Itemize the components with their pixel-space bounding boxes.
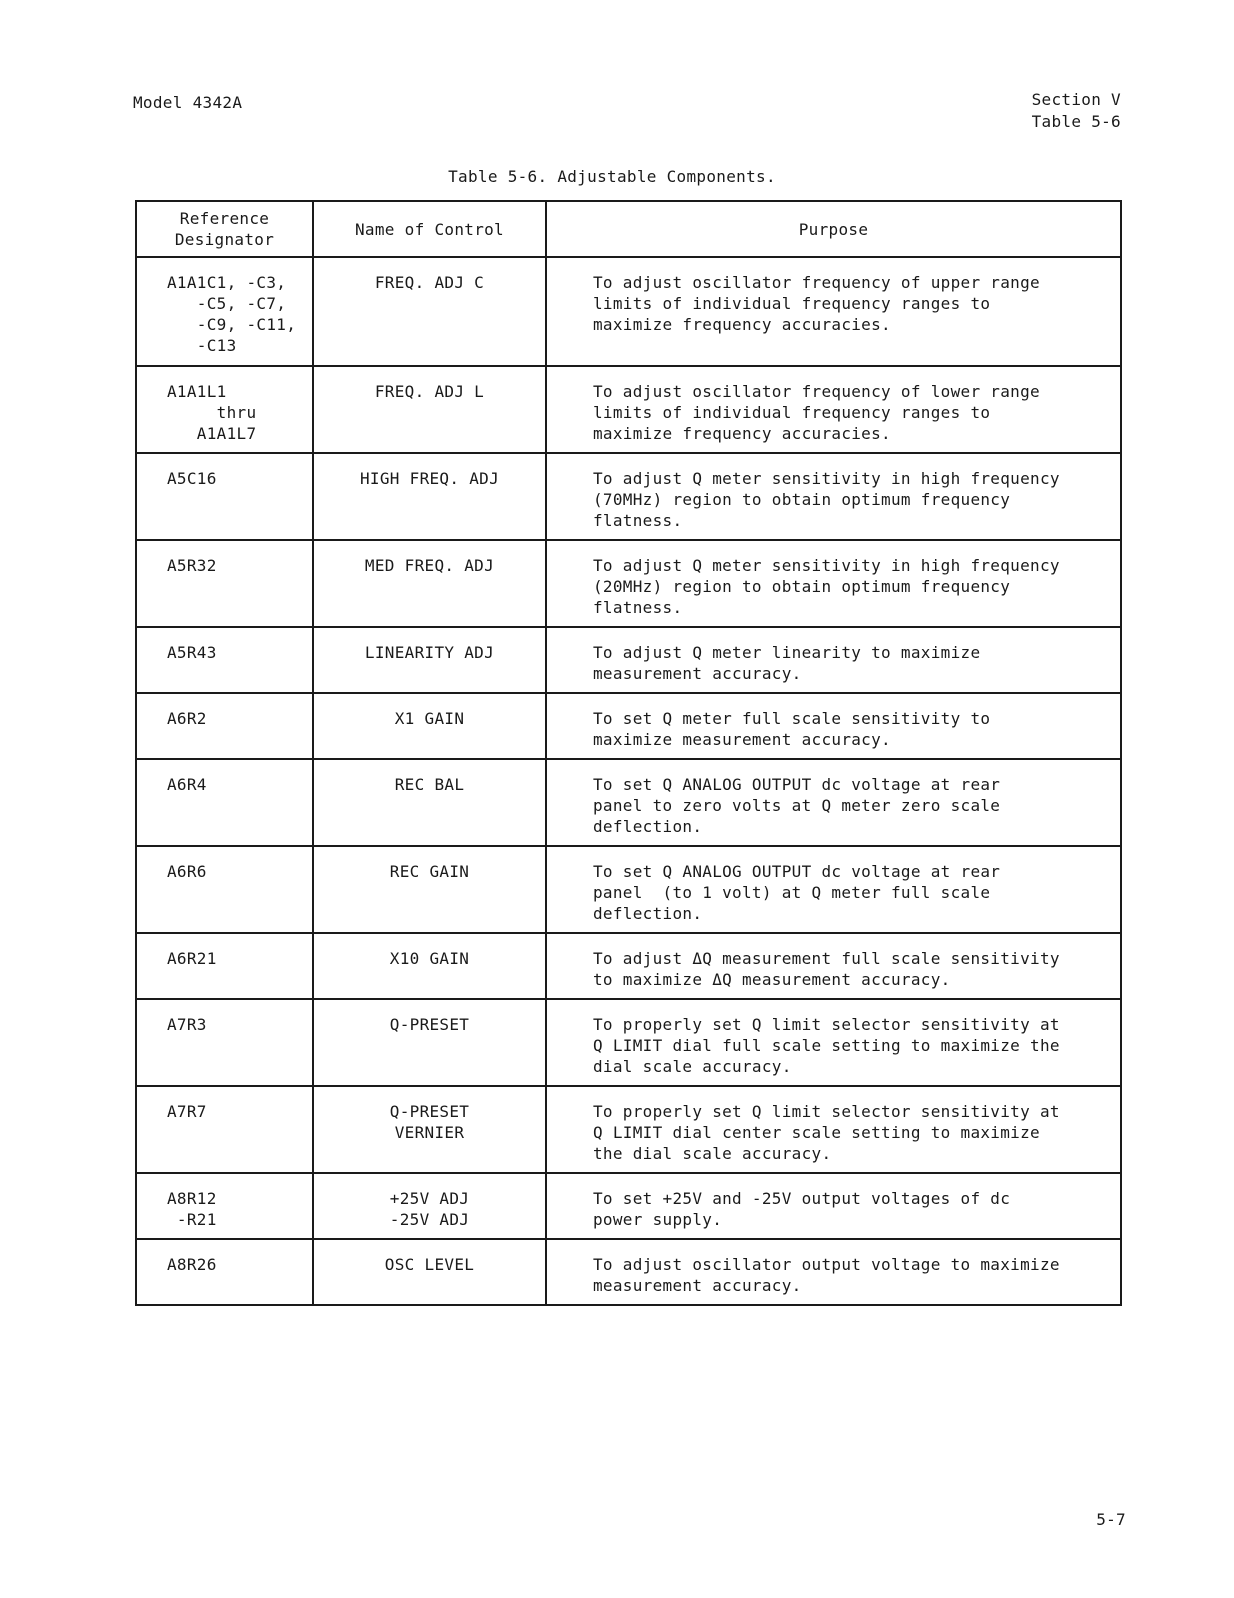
purpose-line: To adjust Q meter sensitivity in high frequency — [593, 556, 1060, 575]
reference-designator-cell — [136, 999, 313, 1086]
control-name-cell — [313, 453, 546, 540]
purpose-cell — [546, 846, 1121, 933]
purpose-line: power supply. — [593, 1210, 723, 1229]
table-row — [136, 453, 1121, 540]
purpose-line: flatness. — [593, 511, 683, 530]
reference-designator-cell — [136, 366, 313, 453]
control-name-line: MED FREQ. ADJ — [364, 556, 495, 575]
table-caption-text: Table 5-6. Adjustable Components. — [448, 167, 776, 186]
purpose-line: To set Q meter full scale sensitivity to — [593, 709, 991, 728]
reference-designator-cell — [136, 540, 313, 627]
purpose-line: measurement accuracy. — [593, 664, 802, 683]
purpose-line: panel to zero volts at Q meter zero scale — [593, 796, 1001, 815]
table-row — [136, 540, 1121, 627]
reference-designator-line: thru — [167, 403, 257, 422]
control-name-line: Q-PRESET — [389, 1015, 470, 1034]
purpose-line: limits of individual frequency ranges to — [593, 403, 991, 422]
purpose-cell — [546, 933, 1121, 999]
column-header-line: Reference — [179, 209, 270, 228]
purpose-cell — [546, 257, 1121, 366]
purpose-line: measurement accuracy. — [593, 1276, 802, 1295]
reference-designator-cell — [136, 257, 313, 366]
table-row — [136, 999, 1121, 1086]
page-number: 5-7 — [1096, 1510, 1126, 1529]
section-label: Section V — [1031, 90, 1121, 109]
reference-designator-line: A8R26 — [167, 1255, 217, 1274]
column-header-line: Designator — [174, 230, 275, 249]
reference-designator-line: A6R4 — [167, 775, 207, 794]
control-name-cell — [313, 693, 546, 759]
purpose-line: To set +25V and -25V output voltages of dc — [593, 1189, 1011, 1208]
control-name-line: OSC LEVEL — [384, 1255, 475, 1274]
purpose-line: the dial scale accuracy. — [593, 1144, 832, 1163]
purpose-cell — [546, 1086, 1121, 1173]
control-name-cell — [313, 366, 546, 453]
reference-designator-cell — [136, 627, 313, 693]
purpose-line: deflection. — [593, 817, 703, 836]
purpose-cell — [546, 693, 1121, 759]
control-name-line: +25V ADJ — [389, 1189, 470, 1208]
column-header-name-of-control: Name of Control — [313, 201, 546, 257]
control-name-cell — [313, 627, 546, 693]
reference-designator-line: A1A1L1 — [167, 382, 227, 401]
purpose-cell — [546, 366, 1121, 453]
control-name-line: HIGH FREQ. ADJ — [359, 469, 500, 488]
control-name-cell — [313, 933, 546, 999]
reference-designator-cell — [136, 453, 313, 540]
control-name-line: FREQ. ADJ C — [374, 273, 485, 292]
purpose-line: maximize measurement accuracy. — [593, 730, 891, 749]
reference-designator-line: A1A1L7 — [167, 424, 257, 443]
purpose-cell — [546, 1173, 1121, 1239]
control-name-line: X1 GAIN — [394, 709, 465, 728]
purpose-line: to maximize ΔQ measurement accuracy. — [593, 970, 951, 989]
table-row — [136, 693, 1121, 759]
table-ref-label: Table 5-6 — [1031, 112, 1121, 131]
control-name-line: REC BAL — [394, 775, 465, 794]
purpose-cell — [546, 540, 1121, 627]
reference-designator-line: -R21 — [167, 1210, 217, 1229]
purpose-line: To adjust oscillator frequency of upper range — [593, 273, 1040, 292]
control-name-cell — [313, 540, 546, 627]
purpose-cell — [546, 627, 1121, 693]
table-row — [136, 627, 1121, 693]
adjustable-components-table — [135, 200, 1122, 1306]
reference-designator-cell — [136, 1239, 313, 1305]
purpose-line: maximize frequency accuracies. — [593, 424, 891, 443]
reference-designator-cell — [136, 693, 313, 759]
purpose-line: panel (to 1 volt) at Q meter full scale — [593, 883, 991, 902]
reference-designator-cell — [136, 759, 313, 846]
table-row — [136, 1239, 1121, 1305]
purpose-line: To adjust Q meter linearity to maximize — [593, 643, 981, 662]
control-name-line: Q-PRESET — [389, 1102, 470, 1121]
purpose-line: limits of individual frequency ranges to — [593, 294, 991, 313]
model-label: Model 4342A — [133, 93, 243, 112]
reference-designator-line: -C13 — [167, 336, 237, 355]
reference-designator-cell — [136, 1086, 313, 1173]
purpose-line: To adjust oscillator frequency of lower range — [593, 382, 1040, 401]
table-row — [136, 846, 1121, 933]
reference-designator-line: A6R2 — [167, 709, 207, 728]
control-name-line: -25V ADJ — [389, 1210, 470, 1229]
column-header-reference-designator — [136, 201, 313, 257]
reference-designator-line: A7R3 — [167, 1015, 207, 1034]
purpose-line: To set Q ANALOG OUTPUT dc voltage at rear — [593, 775, 1001, 794]
purpose-cell — [546, 999, 1121, 1086]
purpose-line: To adjust ΔQ measurement full scale sensitivity — [593, 949, 1060, 968]
reference-designator-cell — [136, 1173, 313, 1239]
purpose-cell — [546, 1239, 1121, 1305]
purpose-line: Q LIMIT dial full scale setting to maximize the — [593, 1036, 1060, 1055]
purpose-line: deflection. — [593, 904, 703, 923]
purpose-line: flatness. — [593, 598, 683, 617]
section-header — [1032, 89, 1121, 133]
purpose-line: (70MHz) region to obtain optimum frequency — [593, 490, 1011, 509]
control-name-cell — [313, 759, 546, 846]
reference-designator-line: -C9, -C11, — [167, 315, 297, 334]
reference-designator-line: A6R21 — [167, 949, 217, 968]
purpose-cell — [546, 453, 1121, 540]
control-name-line: X10 GAIN — [389, 949, 470, 968]
purpose-line: (20MHz) region to obtain optimum frequency — [593, 577, 1011, 596]
control-name-cell — [313, 1173, 546, 1239]
reference-designator-line: -C5, -C7, — [167, 294, 287, 313]
column-header-purpose: Purpose — [546, 201, 1121, 257]
control-name-line: LINEARITY ADJ — [364, 643, 495, 662]
reference-designator-line: A5C16 — [167, 469, 217, 488]
table-body — [136, 257, 1121, 1305]
purpose-line: To set Q ANALOG OUTPUT dc voltage at rear — [593, 862, 1001, 881]
table-row — [136, 257, 1121, 366]
purpose-line: dial scale accuracy. — [593, 1057, 792, 1076]
table-row — [136, 366, 1121, 453]
table-row — [136, 1086, 1121, 1173]
purpose-line: To adjust oscillator output voltage to maximize — [593, 1255, 1060, 1274]
purpose-line: maximize frequency accuracies. — [593, 315, 891, 334]
reference-designator-line: A6R6 — [167, 862, 207, 881]
control-name-cell — [313, 999, 546, 1086]
table-header-row — [136, 201, 1121, 257]
control-name-cell — [313, 257, 546, 366]
reference-designator-line: A7R7 — [167, 1102, 207, 1121]
purpose-line: To adjust Q meter sensitivity in high frequency — [593, 469, 1060, 488]
table-caption — [0, 166, 1234, 188]
control-name-cell — [313, 1086, 546, 1173]
purpose-line: Q LIMIT dial center scale setting to maximize — [593, 1123, 1040, 1142]
reference-designator-line: A5R32 — [167, 556, 217, 575]
control-name-line: REC GAIN — [389, 862, 470, 881]
purpose-line: To properly set Q limit selector sensitivity at — [593, 1102, 1060, 1121]
control-name-cell — [313, 1239, 546, 1305]
table-row — [136, 1173, 1121, 1239]
control-name-line: VERNIER — [394, 1123, 465, 1142]
control-name-line: FREQ. ADJ L — [374, 382, 485, 401]
reference-designator-cell — [136, 846, 313, 933]
purpose-cell — [546, 759, 1121, 846]
reference-designator-line: A8R12 — [167, 1189, 217, 1208]
reference-designator-line: A1A1C1, -C3, — [167, 273, 287, 292]
control-name-cell — [313, 846, 546, 933]
reference-designator-line: A5R43 — [167, 643, 217, 662]
purpose-line: To properly set Q limit selector sensitivity at — [593, 1015, 1060, 1034]
table-row — [136, 759, 1121, 846]
reference-designator-cell — [136, 933, 313, 999]
table-row — [136, 933, 1121, 999]
